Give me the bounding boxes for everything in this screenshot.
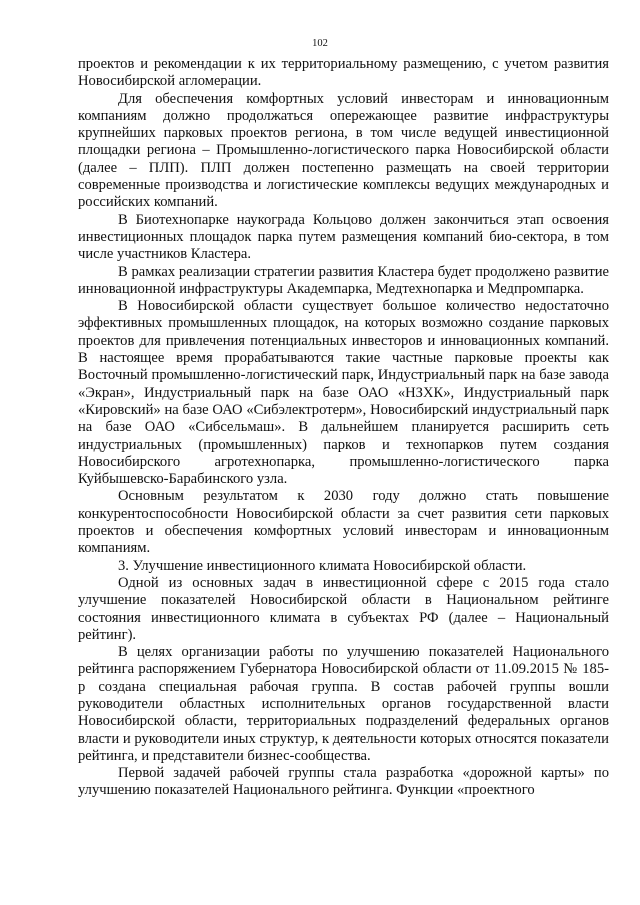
paragraph-7: Одной из основных задач в инвестиционной сфере с 2015 года стало улучшение показателей Новосибирской области в Национальном рейтинге состояния инвестиционного климата в субъектах РФ (далее – Национальный рейтинг). xyxy=(78,574,609,643)
section-heading: 3. Улучшение инвестиционного климата Новосибирской области. xyxy=(118,557,527,574)
paragraph-8: В целях организации работы по улучшению показателей Национального рейтинга распоряжением Губернатора Новосибирской области от 11.09.2015 № 185-р создана специальная рабочая группа. В состав рабочей группы вошли руководители областных исполнительных органов государственной власти Новосибирской области, территориальных подразделений федеральных органов власти и руководители иных структур, к деятельности которых относятся показатели рейтинга, и представители бизнес-сообщества. xyxy=(78,644,609,764)
page-number: 102 xyxy=(312,38,328,49)
paragraph-1: проектов и рекомендации к их территориальному размещению, с учетом развития Новосибирской агломерации. xyxy=(78,56,609,90)
paragraph-6: Основным результатом к 2030 году должно стать повышение конкурентоспособности Новосибирской области за счет развития сети парковых проектов и обеспечения комфортных условий инвесторам и инновационным компаниям. xyxy=(78,488,609,557)
body-text xyxy=(78,56,609,800)
paragraph-3: В Биотехнопарке наукограда Кольцово должен закончиться этап освоения инвестиционных площадок парка путем размещения компаний био-сектора, в том числе участников Кластера. xyxy=(78,211,609,263)
paragraph-9: Первой задачей рабочей группы стала разработка «дорожной карты» по улучшению показателей Национального рейтинга. Функции «проектного xyxy=(78,765,609,799)
paragraph-4: В рамках реализации стратегии развития Кластера будет продолжено развитие инновационной инфраструктуры Академпарка, Медтехнопарка и Медпромпарка. xyxy=(78,263,609,297)
paragraph-2: Для обеспечения комфортных условий инвесторам и инновационным компаниям должно продолжаться опережающее развитие инфраструктуры крупнейших парковых проектов региона, в том числе ведущей инвестиционной площадки региона – Промышленно-логистического парка Новосибирской области (далее – ПЛП). ПЛП должен постепенно размещать на своей территории современные производства и логистические комплексы ведущих международных и российских компаний. xyxy=(78,90,609,211)
paragraph-5: В Новосибирской области существует большое количество недостаточно эффективных промышленных площадок, на которых возможно создание парковых проектов для привлечения потенциальных инвесторов и инновационных компаний. В настоящее время прорабатываются такие частные парковые проекты как Восточный промышленно-логистический парк, Индустриальный парк на базе завода «Экран», Индустриальный парк на базе ОАО «НЗХК», Индустриальный парк «Кировский» на базе ОАО «Сибэлектротерм», Новосибирский индустриальный парк на базе ОАО «Сибсельмаш». В дальнейшем планируется расширить сеть индустриальных (промышленных) парков и технопарков путем создания Новосибирского агротехнопарка, промышленно-логистического парка Куйбышевско-Барабинского узла. xyxy=(78,298,609,488)
